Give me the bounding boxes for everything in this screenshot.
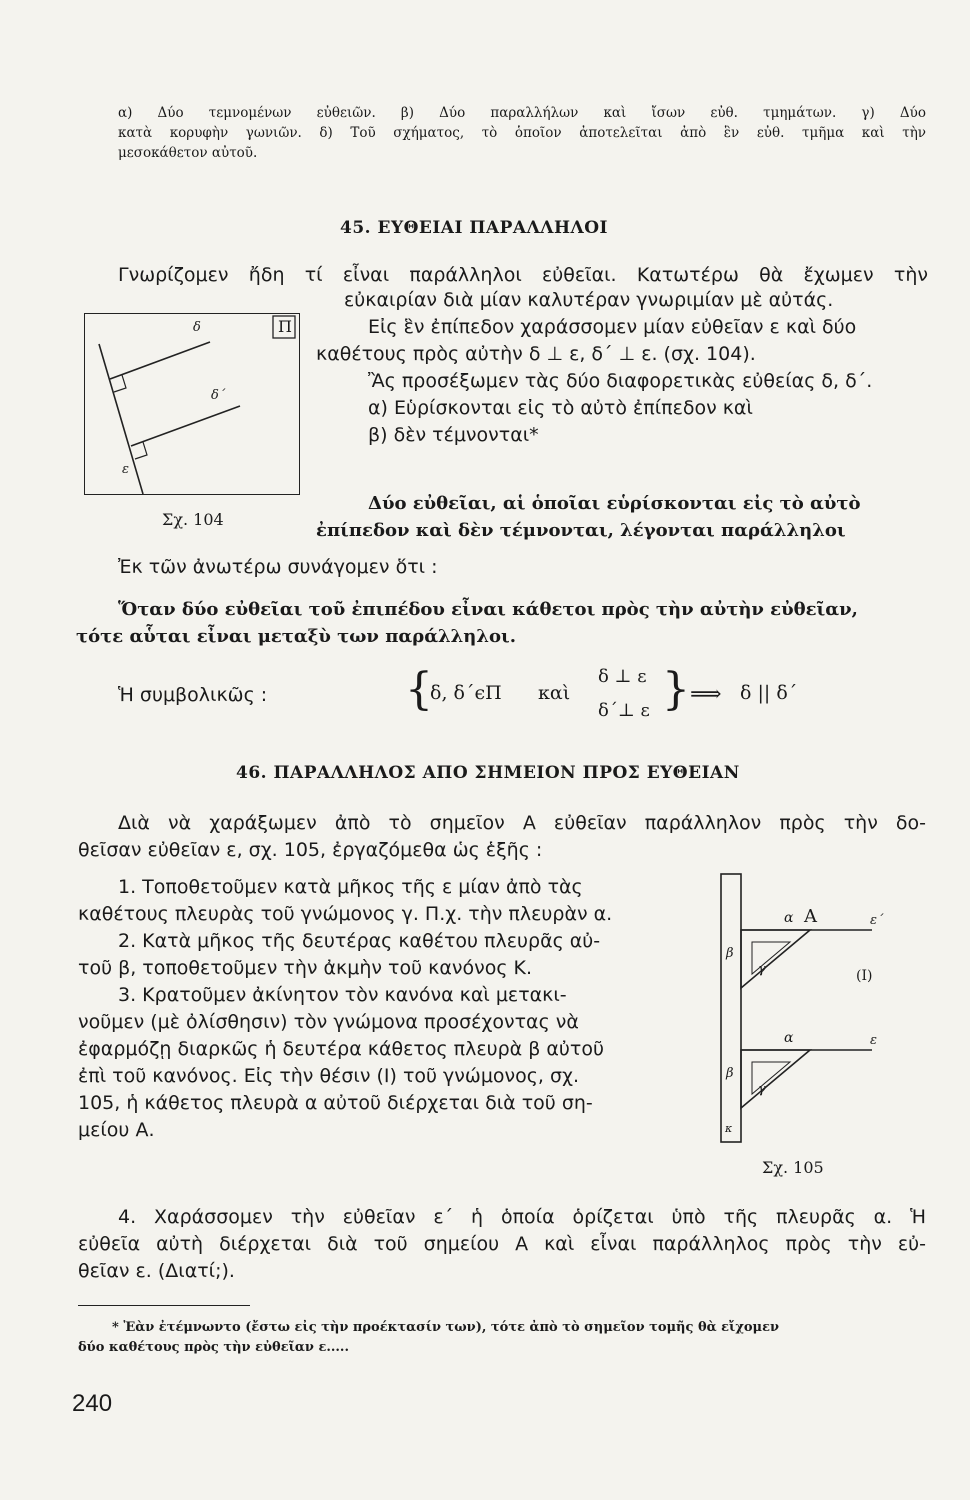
figure-104-d-label: δ [193,320,201,335]
step-line: ἐφαρμόζῃ διαρκῶς ἡ δευτέρα κάθετος πλευρὰ β αὐτοῦ [78,1038,604,1060]
figure-104-plane-label: Π [278,317,292,336]
right-line: Ἂς προσέξωμεν τὰς δύο διαφορετικὰς εὐθείας δ, δ΄. [368,370,873,392]
section-45-first-line: Γνωρίζομεν ἤδη τί εἶναι παράλληλοι εὐθεῖαι. Κατωτέρω θὰ ἔχωμεν τὴν [118,264,928,286]
step-line: ἐπὶ τοῦ κανόνος. Εἰς τὴν θέσιν (Ι) τοῦ γνώμονος, σχ. [78,1065,580,1087]
fig105-g2-label: γ [758,1082,766,1097]
step-line: τοῦ β, τοποθετοῦμεν τὴν ἀκμὴν τοῦ κανόνος Κ. [78,957,533,979]
step-4 [78,1204,926,1285]
fig105-e-label: ε [870,1033,877,1048]
sym-and: καὶ [538,682,571,704]
figure-104-drawing [85,314,299,494]
step-line: καθέτους πλευρὰς τοῦ γνώμονος γ. Π.χ. τὴν πλευρὰν α. [78,903,613,925]
sym-arrow: ⟹ [690,682,722,707]
right-line: α) Εὑρίσκονται εἰς τὸ αὐτὸ ἐπίπεδον καὶ [368,397,753,419]
figure-104-d2-label: δ΄ [211,388,226,403]
intro-paragraph [118,103,926,163]
conclusion-line: Ἐκ τῶν ἀνωτέρω συνάγομεν ὅτι : [118,556,438,578]
symbolic-label: Ἡ συμβολικῶς : [118,684,268,706]
fig105-k-label: κ [725,1122,733,1135]
right-line: καθέτους πρὸς αὐτὴν δ ⊥ ε, δ΄ ⊥ ε. (σχ. 104). [316,343,756,365]
intro-46-line: Διὰ νὰ χαράξωμεν ἀπὸ τὸ σημεῖον Α εὐθεῖαν παράλληλον πρὸς τὴν δο- [118,812,926,834]
fig105-a2-label: α [784,1030,794,1046]
step-line: μείου Α. [78,1119,155,1141]
figure-105 [712,868,912,1148]
definition-parallel [316,490,928,544]
brace-right: } [662,664,690,715]
right-line: εὐκαιρίαν διὰ μίαν καλυτέραν γνωριμίαν μὲ αὐτάς. [344,289,834,311]
step-line: 1. Τοποθετοῦμεν κατὰ μῆκος τῆς ε μίαν ἀπὸ τὰς [118,876,583,898]
sym-r2: δ΄⊥ ε [598,700,650,721]
step-line: 3. Κρατοῦμεν ἀκίνητον τὸν κανόνα καὶ μετακι- [118,984,567,1006]
right-line: β) δὲν τέμνονται* [368,424,539,446]
step-line: 2. Κατὰ μῆκος τῆς δευτέρας καθέτου πλευρᾶς αὐ- [118,930,601,952]
fig105-b2-label: β [726,1066,734,1081]
intro-line: κατὰ κορυφὴν γωνιῶν. δ) Τοῦ σχήματος, τὸ ὁποῖον ἀποτελεῖται ἀπὸ ἓν εὐθ. τμῆμα καὶ τὴν [118,125,926,141]
rule-line: τότε αὗται εἶναι μεταξὺ των παράλληλοι. [76,626,516,647]
sym-left: δ, δ΄ϵΠ [430,682,502,704]
step-line: νοῦμεν (μὲ ὀλίσθησιν) τὸν γνώμονα προσέχοντας νὰ [78,1011,579,1033]
intro-line: α) Δύο τεμνομένων εὐθειῶν. β) Δύο παραλλήλων καὶ ἴσων εὐθ. τμημάτων. γ) Δύο [118,105,926,121]
brace-left: { [405,664,433,715]
sym-result: δ || δ΄ [740,682,798,704]
footnote-line: δύο καθέτους πρὸς τὴν εὐθεῖαν ε..... [78,1340,349,1355]
parallel-rule [76,596,926,650]
fig105-a-label: α [784,910,794,926]
section-45-heading: 45. ΕΥΘΕΙΑΙ ΠΑΡΑΛΛΗΛΟΙ [340,218,608,238]
figure-104 [84,313,300,495]
section-46-intro [78,810,926,864]
figure-105-caption: Σχ. 105 [762,1158,824,1177]
fig105-A-label: Α [804,906,817,927]
fig105-g-label: γ [758,962,766,977]
fig105-pos-label: (Ι) [856,968,873,984]
step4-line: θεῖαν ε. (Διατί;). [78,1260,235,1282]
figure-104-caption: Σχ. 104 [162,510,224,529]
right-line: Εἰς ἓν ἐπίπεδον χαράσσομεν μίαν εὐθεῖαν ε καὶ δύο [368,316,857,338]
section-46-heading: 46. ΠΑΡΑΛΛΗΛΟΣ ΑΠΟ ΣΗΜΕΙΟΝ ΠΡΟΣ ΕΥΘΕΙΑΝ [236,763,740,783]
sym-r1: δ ⊥ ε [598,666,647,687]
page-number: 240 [72,1390,113,1417]
fig105-b-label: β [726,946,734,961]
steps-list [78,874,692,1144]
definition-line: ἐπίπεδον καὶ δὲν τέμνονται, λέγονται παράλληλοι [316,520,846,541]
footnote-line: * Ἐὰν ἐτέμνωντο (ἔστω εἰς τὴν προέκτασίν των), τότε ἀπὸ τὸ σημεῖον τομῆς θὰ εἴχομεν [112,1320,779,1335]
intro-46-line: θεῖσαν εὐθεῖαν ε, σχ. 105, ἐργαζόμεθα ὡς ἑξῆς : [78,839,543,861]
intro-line: μεσοκάθετον αὐτοῦ. [118,145,258,161]
footnote [78,1318,926,1358]
step4-line: εὐθεῖα αὐτὴ διέρχεται διὰ τοῦ σημείου Α καὶ εἶναι παράλληλος πρὸς τὴν εὐ- [78,1233,926,1255]
step-line: 105, ἡ κάθετος πλευρὰ α αὐτοῦ διέρχεται διὰ τοῦ ση- [78,1092,593,1114]
step4-line: 4. Χαράσσομεν τὴν εὐθεῖαν ε΄ ἡ ὁποία ὁρίζεται ὑπὸ τῆς πλευρᾶς α. Ἡ [118,1206,926,1228]
fig105-eprime-label: ε΄ [870,913,884,928]
rule-line: Ὅταν δύο εὐθεῖαι τοῦ ἐπιπέδου εἶναι κάθετοι πρὸς τὴν αὐτὴν εὐθεῖαν, [118,599,858,620]
definition-line: Δύο εὐθεῖαι, αἱ ὁποῖαι εὑρίσκονται εἰς τὸ αὐτὸ [368,493,861,514]
footnote-rule [78,1305,250,1306]
section-45-right-column [316,287,928,449]
figure-104-e-label: ε [122,462,129,477]
